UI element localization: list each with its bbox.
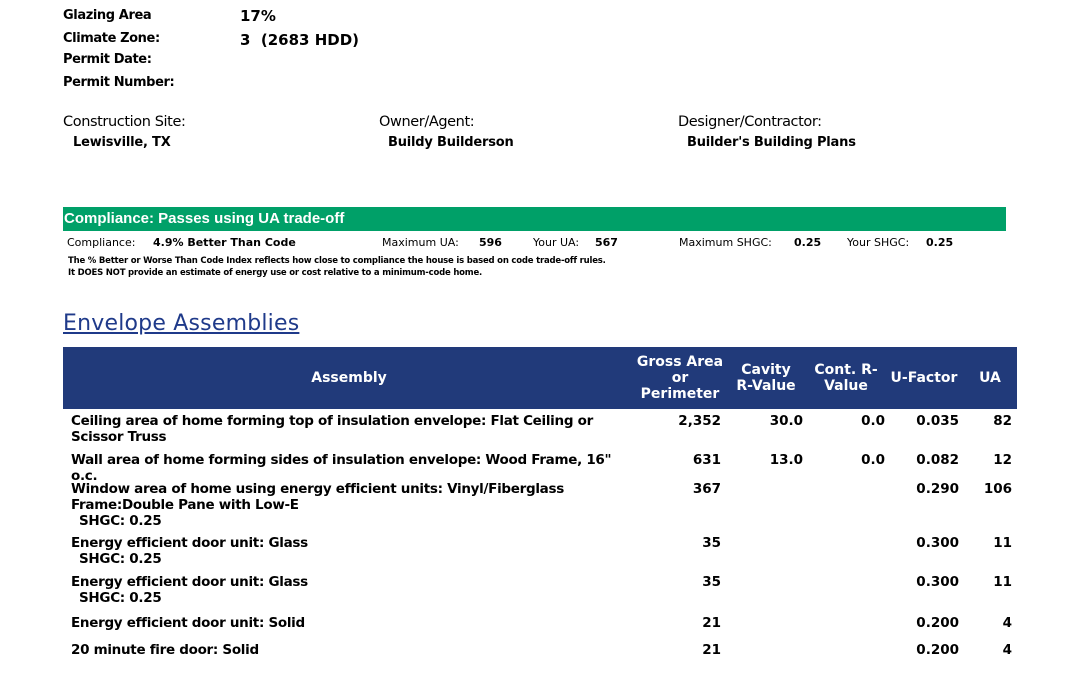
u-factor-cell: 0.290	[916, 481, 959, 497]
shgc-subline: SHGC: 0.25	[79, 590, 162, 606]
assembly-text: Ceiling area of home forming top of insulation envelope: Flat Ceiling or Scissor Truss	[71, 413, 593, 445]
assembly-text: Energy efficient door unit: Solid	[71, 615, 305, 631]
cavity-r-cell: 30.0	[769, 413, 803, 429]
col-ua: UA	[979, 370, 1001, 386]
owner-agent-value: Buildy Builderson	[388, 135, 514, 150]
your-ua-value: 567	[595, 236, 618, 249]
ua-cell: 4	[1002, 615, 1012, 631]
max-shgc-label: Maximum SHGC:	[679, 236, 772, 249]
gross-area-cell: 35	[702, 574, 721, 590]
u-factor-cell: 0.300	[916, 535, 959, 551]
gross-area-cell: 21	[702, 615, 721, 631]
gross-area-cell: 21	[702, 642, 721, 658]
assembly-text: Wall area of home forming sides of insulation envelope: Wood Frame, 16" o.c.	[71, 452, 612, 484]
glazing-area-label: Glazing Area	[63, 8, 152, 23]
assembly-cell	[71, 452, 641, 484]
assembly-cell	[71, 615, 641, 631]
ua-cell: 12	[993, 452, 1012, 468]
max-ua-label: Maximum UA:	[382, 236, 459, 249]
compliance-note-1: The % Better or Worse Than Code Index reflects how close to compliance the house is based on code trade-off rules.	[68, 256, 606, 266]
col-gross-area: Gross Area or Perimeter	[636, 354, 724, 402]
assembly-cell	[71, 535, 641, 567]
construction-site-value: Lewisville, TX	[73, 135, 171, 150]
u-factor-cell: 0.035	[916, 413, 959, 429]
compliance-value: 4.9% Better Than Code	[153, 236, 296, 249]
ua-cell: 106	[983, 481, 1012, 497]
designer-contractor-label: Designer/Contractor:	[678, 114, 822, 130]
your-shgc-label: Your SHGC:	[847, 236, 910, 249]
permit-date-label: Permit Date:	[63, 52, 152, 67]
gross-area-cell: 35	[702, 535, 721, 551]
envelope-section-title: Envelope Assemblies	[63, 311, 300, 336]
compliance-label: Compliance:	[67, 236, 136, 249]
ua-cell: 82	[993, 413, 1012, 429]
cont-r-cell: 0.0	[861, 452, 885, 468]
shgc-subline: SHGC: 0.25	[79, 513, 162, 529]
u-factor-cell: 0.300	[916, 574, 959, 590]
climate-zone-value: 3 (2683 HDD)	[240, 31, 360, 49]
compliance-banner: Compliance: Passes using UA trade-off	[63, 207, 1006, 231]
gross-area-cell: 2,352	[678, 413, 721, 429]
col-u-factor: U-Factor	[890, 370, 958, 386]
ua-cell: 11	[993, 535, 1012, 551]
col-cont-r: Cont. R-Value	[814, 362, 878, 394]
climate-zone-label: Climate Zone:	[63, 31, 160, 46]
permit-number-label: Permit Number:	[63, 75, 175, 90]
glazing-area-value: 17%	[240, 7, 276, 25]
ua-cell: 11	[993, 574, 1012, 590]
assembly-text: 20 minute fire door: Solid	[71, 642, 259, 658]
your-ua-label: Your UA:	[533, 236, 580, 249]
u-factor-cell: 0.082	[916, 452, 959, 468]
max-ua-value: 596	[479, 236, 502, 249]
designer-contractor-value: Builder's Building Plans	[687, 135, 856, 150]
shgc-subline: SHGC: 0.25	[79, 551, 162, 567]
cont-r-cell: 0.0	[861, 413, 885, 429]
col-assembly: Assembly	[311, 370, 387, 386]
gross-area-cell: 631	[692, 452, 721, 468]
assembly-text: Window area of home using energy efficient units: Vinyl/Fiberglass Frame:Double Pane with Low-E	[71, 481, 564, 513]
u-factor-cell: 0.200	[916, 642, 959, 658]
max-shgc-value: 0.25	[794, 236, 822, 249]
assembly-text: Energy efficient door unit: Glass	[71, 574, 308, 590]
envelope-table-header	[63, 347, 1017, 409]
col-cavity-r: Cavity R-Value	[736, 362, 796, 394]
u-factor-cell: 0.200	[916, 615, 959, 631]
gross-area-cell: 367	[692, 481, 721, 497]
compliance-note-2: It DOES NOT provide an estimate of energy use or cost relative to a minimum-code home.	[68, 268, 483, 278]
ua-cell: 4	[1002, 642, 1012, 658]
assembly-cell	[71, 413, 641, 445]
construction-site-label: Construction Site:	[63, 114, 186, 130]
assembly-text: Energy efficient door unit: Glass	[71, 535, 308, 551]
cavity-r-cell: 13.0	[769, 452, 803, 468]
compliance-summary-row	[67, 236, 1007, 250]
assembly-cell	[71, 642, 641, 658]
your-shgc-value: 0.25	[926, 236, 954, 249]
assembly-cell	[71, 574, 641, 606]
assembly-cell	[71, 481, 641, 529]
owner-agent-label: Owner/Agent:	[379, 114, 475, 130]
